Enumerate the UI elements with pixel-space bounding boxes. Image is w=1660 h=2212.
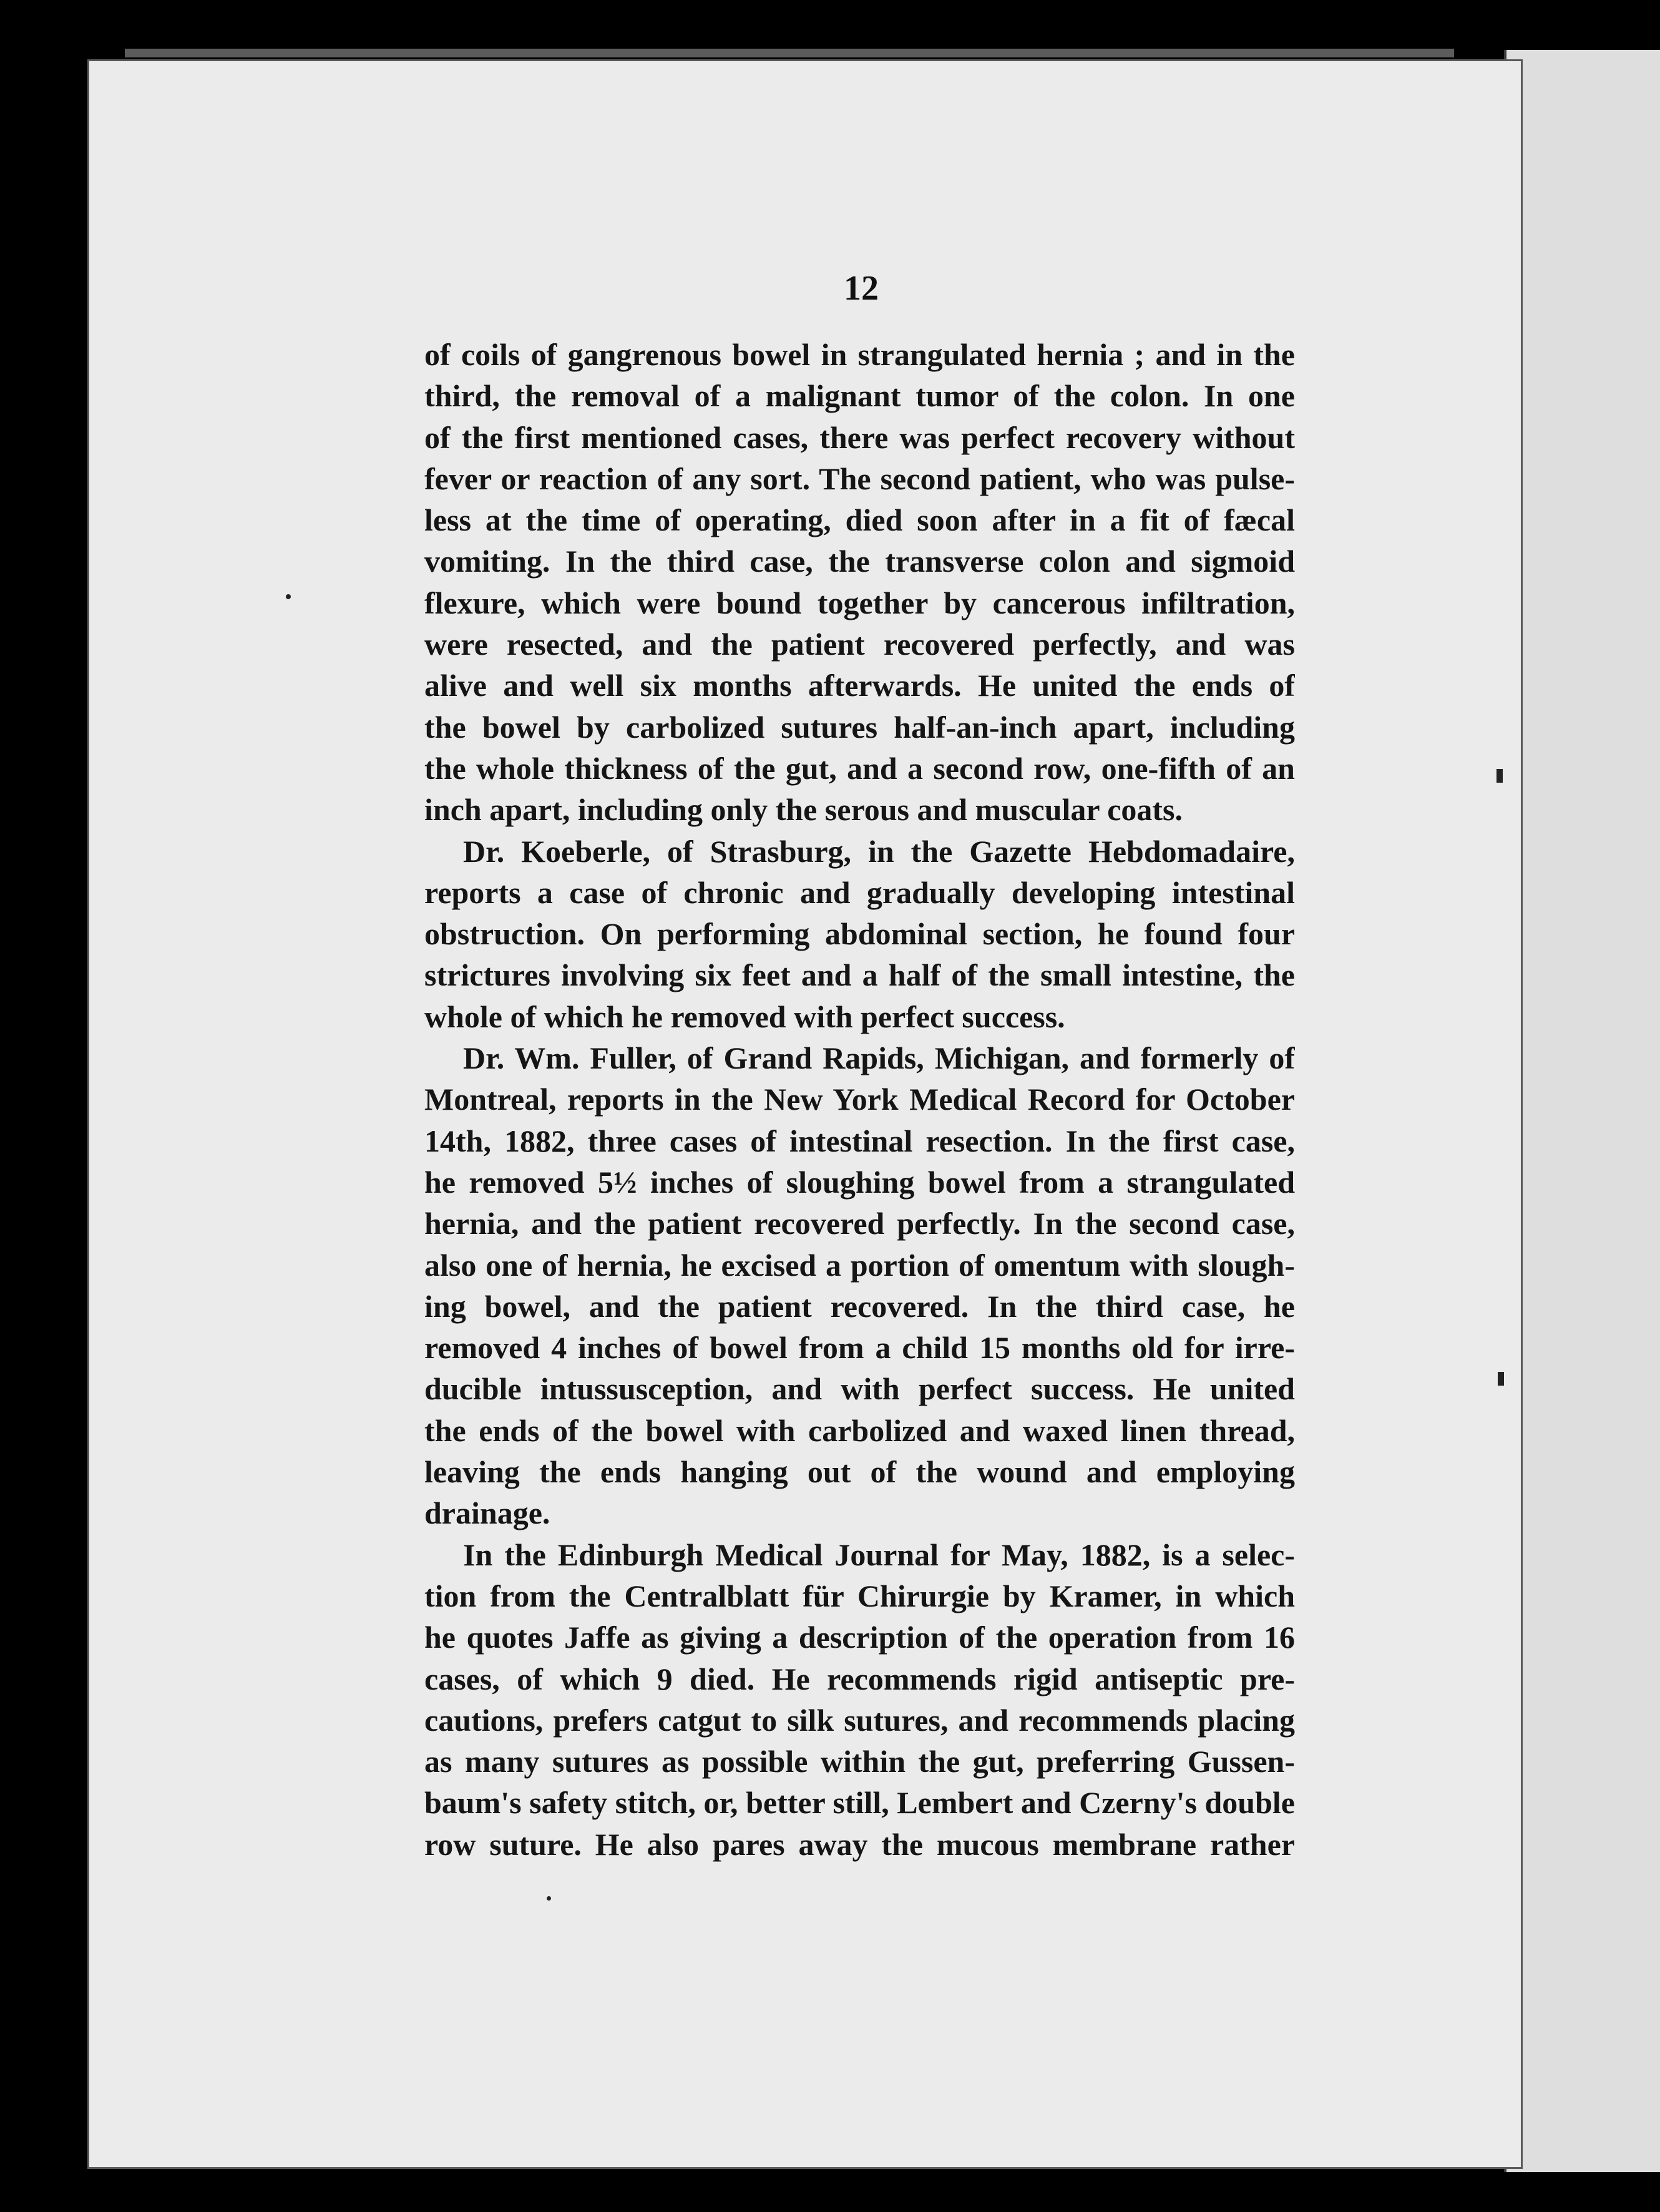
text-line: the ends of the bowel with carbolized and waxed linen thread,	[424, 1412, 1295, 1448]
text-line: the bowel by carbolized sutures half-an-inch apart, including	[424, 709, 1295, 745]
text-line: of the first mentioned cases, there was perfect recovery without	[424, 419, 1295, 455]
text-line: leaving the ends hanging out of the wound and employing	[424, 1454, 1295, 1490]
text-line: drainage.	[424, 1495, 550, 1531]
scan-speck	[547, 1896, 551, 1901]
text-line: obstruction. On performing abdominal section, he found four	[424, 916, 1295, 952]
scan-edge-mark	[1498, 1372, 1504, 1386]
page-top-edge	[125, 49, 1454, 57]
text-line: tion from the Centralblatt für Chirurgie by Kramer, in which	[424, 1578, 1295, 1613]
text-line: Dr. Wm. Fuller, of Grand Rapids, Michigan, and formerly of	[463, 1040, 1295, 1076]
text-line: vomiting. In the third case, the transverse colon and sigmoid	[424, 544, 1295, 579]
scan-speck	[286, 594, 291, 599]
text-line: strictures involving six feet and a half of the small intestine, the	[424, 957, 1295, 993]
text-line: ing bowel, and the patient recovered. In the third case, he	[424, 1288, 1295, 1324]
text-line: inch apart, including only the serous and muscular coats.	[424, 792, 1183, 828]
adjacent-page	[1504, 50, 1660, 2172]
text-line: also one of hernia, he excised a portion of omentum with slough-	[424, 1247, 1295, 1283]
text-line: of coils of gangrenous bowel in strangulated hernia ; and in the	[424, 337, 1295, 372]
text-line: whole of which he removed with perfect success.	[424, 999, 1065, 1034]
page-number: 12	[844, 269, 879, 308]
text-line: less at the time of operating, died soon after in a fit of fæcal	[424, 502, 1295, 538]
text-line: cautions, prefers catgut to silk sutures, and recommends placing	[424, 1702, 1295, 1738]
text-line: baum's safety stitch, or, better still, Lembert and Czerny's double	[424, 1785, 1295, 1821]
text-line: In the Edinburgh Medical Journal for May, 1882, is a selec-	[463, 1537, 1295, 1572]
text-line: row suture. He also pares away the mucous membrane rather	[424, 1826, 1295, 1862]
text-line: the whole thickness of the gut, and a second row, one-fifth of an	[424, 750, 1295, 786]
text-line: 14th, 1882, three cases of intestinal resection. In the first case,	[424, 1123, 1295, 1158]
text-line: fever or reaction of any sort. The second patient, who was pulse-	[424, 461, 1295, 496]
text-line: Montreal, reports in the New York Medical Record for October	[424, 1082, 1295, 1117]
text-line: removed 4 inches of bowel from a child 15 months old for irre-	[424, 1330, 1295, 1366]
scan-edge-mark	[1496, 769, 1503, 783]
text-line: he quotes Jaffe as giving a description of the operation from 16	[424, 1620, 1295, 1655]
text-line: alive and well six months afterwards. He united the ends of	[424, 668, 1295, 703]
text-line: hernia, and the patient recovered perfectly. In the second case,	[424, 1206, 1295, 1241]
text-line: he removed 5½ inches of sloughing bowel from a strangulated	[424, 1164, 1295, 1200]
text-line: cases, of which 9 died. He recommends rigid antiseptic pre-	[424, 1661, 1295, 1696]
text-line: as many sutures as possible within the gut, preferring Gussen-	[424, 1744, 1295, 1779]
body-text	[424, 334, 1295, 1865]
text-line: flexure, which were bound together by cancerous infiltration,	[424, 585, 1295, 620]
text-line: were resected, and the patient recovered perfectly, and was	[424, 627, 1295, 662]
text-line: ducible intussusception, and with perfect success. He united	[424, 1371, 1295, 1407]
text-line: reports a case of chronic and gradually developing intestinal	[424, 874, 1295, 910]
text-line: third, the removal of a malignant tumor of the colon. In one	[424, 378, 1295, 414]
text-line: Dr. Koeberle, of Strasburg, in the Gazette Hebdomadaire,	[463, 833, 1295, 869]
